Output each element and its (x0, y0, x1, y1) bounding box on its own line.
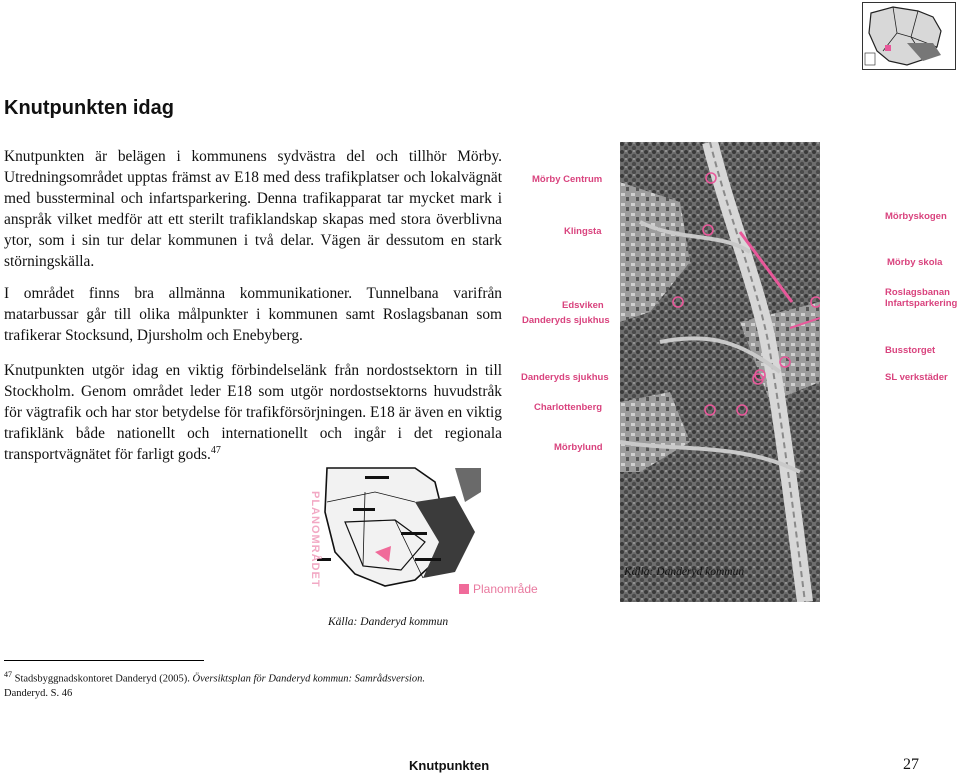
legend-swatch (459, 584, 469, 594)
footnote-reference: 47 (210, 444, 221, 456)
legend-label: Planområde (473, 582, 538, 596)
label-charlottenberg: Charlottenberg (534, 402, 603, 413)
footnote (4, 668, 524, 701)
label-morbyskogen: Mörbyskogen (885, 211, 947, 222)
paragraph-e18 (4, 360, 502, 465)
label-morby-skola: Mörby skola (887, 257, 943, 268)
paragraph-e18-text: Knutpunkten utgör idag en viktig förbindelselänk från nordostsektorn in till Stockholm. Genom området leder E18 som utgör nordostsektorns huvudstråk för vägtrafik och har stor betydelse för trafikförsörjningen. E18 är även en viktig trafiklänk både nationellt och internationellt och ingår i det regionala transportvägnätet för farligt gods. (4, 362, 502, 463)
footer-label: Knutpunkten (409, 758, 490, 773)
plan-area-legend (459, 582, 538, 596)
footnote-divider (4, 660, 204, 661)
label-infartsparkering: Infartsparkering (885, 298, 958, 309)
label-morbylund: Mörbylund (554, 442, 603, 453)
footnote-title: Översiktsplan för Danderyd kommun: Samrådsversion. (192, 673, 425, 685)
aerial-photo-caption: Källa: Danderyd kommun (624, 566, 745, 578)
plan-area-vertical-label: PLANOMRÅDET (309, 491, 321, 588)
label-sl-verkstader: SL verkstäder (885, 372, 948, 383)
label-morby-centrum: Mörby Centrum (532, 174, 603, 185)
footnote-end: Danderyd. S. 46 (4, 687, 73, 699)
footnote-number: 47 (4, 670, 12, 679)
plan-map-caption: Källa: Danderyd kommun (328, 616, 449, 628)
footnote-text: Stadsbyggnadskontoret Danderyd (2005). (12, 673, 193, 685)
label-edsviken: Edsviken (562, 300, 604, 311)
label-danderyds-sjukhus-upper: Danderyds sjukhus (522, 315, 610, 326)
aerial-photo (620, 142, 820, 602)
label-klingsta: Klingsta (564, 226, 602, 237)
label-busstorget: Busstorget (885, 345, 936, 356)
paragraph-location: Knutpunkten är belägen i kommunens sydvästra del och tillhör Mörby. Utredningsområdet upptas främst av E18 med dess trafikplatser och lokalvägnät med bussterminal och infartsparkering. Denna trafikapparat tar mycket mark i anspråk vilket medför att ett sterilt trafiklandskap skapas med stora överblivna ytor, som i sin tur delar kommunen i två delar. Vägen är dessutom en stark störningskälla. (4, 148, 502, 270)
label-danderyds-sjukhus-lower: Danderyds sjukhus (521, 372, 609, 383)
paragraph-communications: I området finns bra allmänna kommunikationer. Tunnelbana varifrån matarbussar går till olika målpunkter i kommunen samt Roslagsbanan som trafikerar Stocksund, Djursholm och Enebyberg. (4, 285, 502, 344)
corner-location-map (862, 2, 956, 70)
plan-area-map (305, 462, 545, 602)
label-roslagsbanan: Roslagsbanan (885, 287, 950, 298)
page-number: 27 (903, 756, 919, 773)
section-heading: Knutpunkten idag (4, 97, 174, 119)
